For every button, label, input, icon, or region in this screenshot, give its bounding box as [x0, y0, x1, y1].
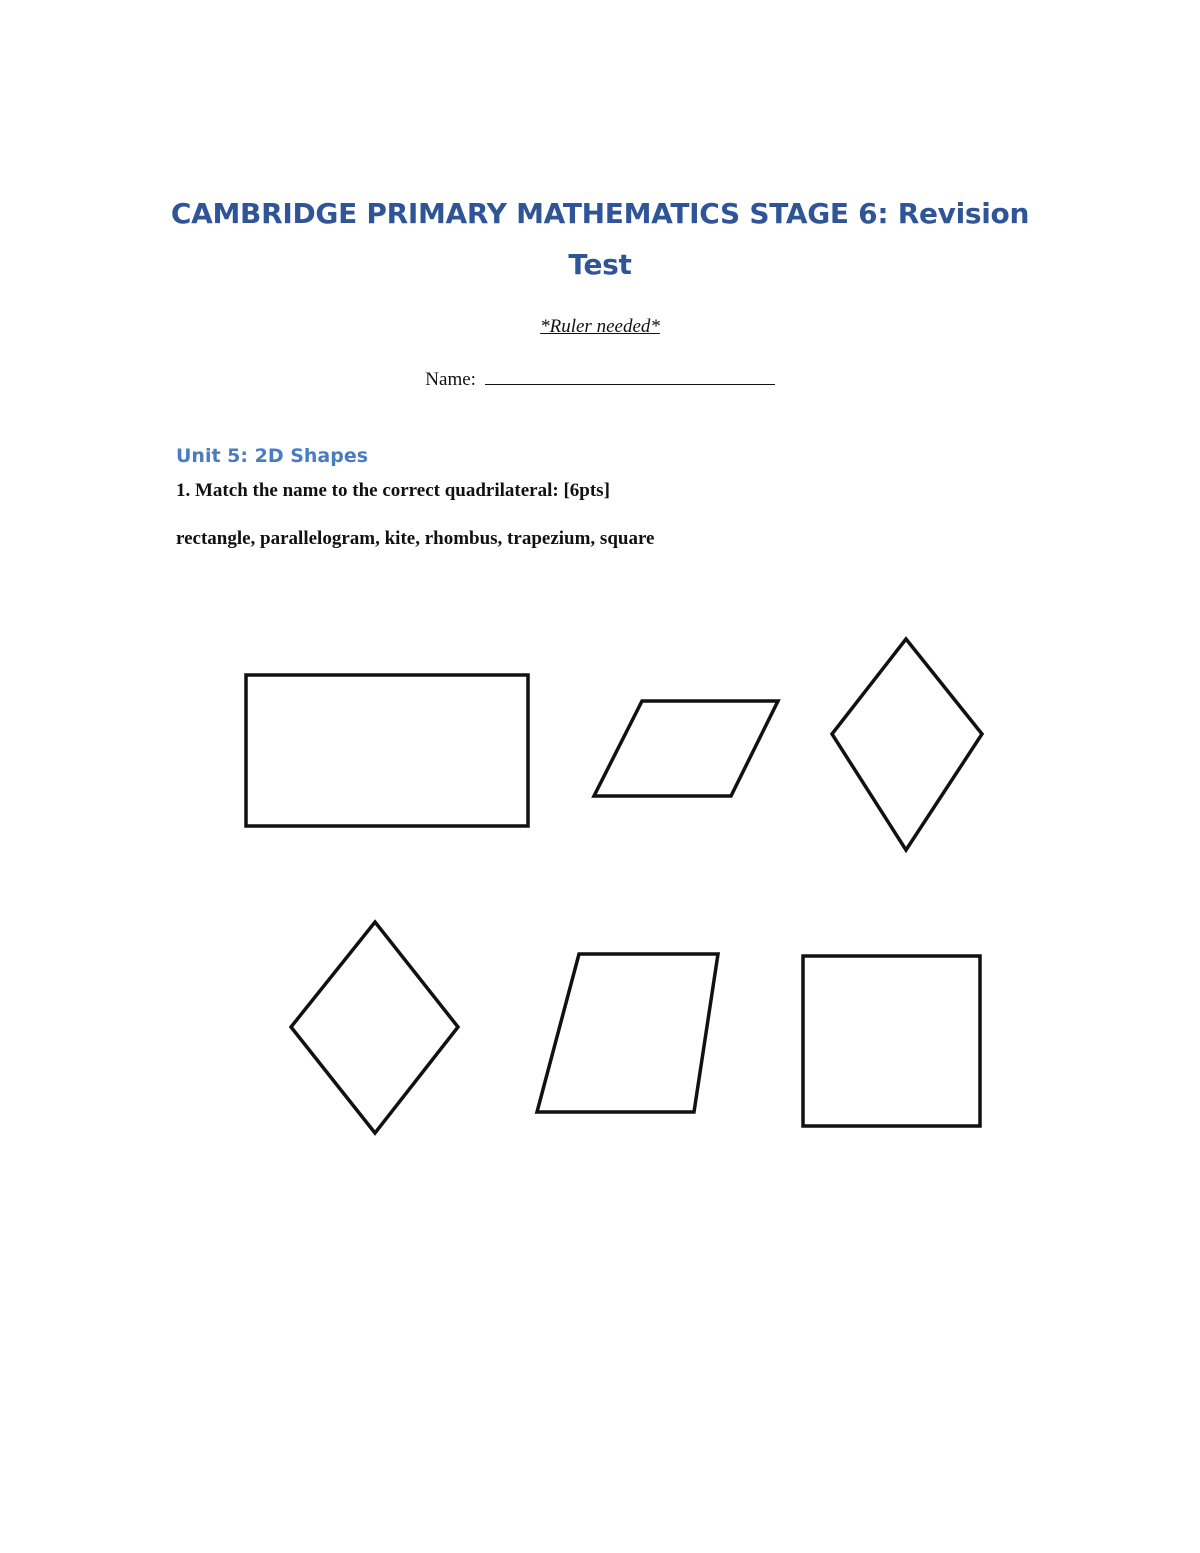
name-blank-line[interactable]	[485, 366, 775, 385]
rhombus-shape-top-right	[832, 639, 982, 850]
name-label: Name:	[425, 369, 476, 390]
square-shape	[803, 956, 980, 1126]
slanted-parallelogram-shape	[537, 954, 718, 1112]
title-line-2: Test	[568, 248, 632, 281]
unit-heading: Unit 5: 2D Shapes	[176, 445, 369, 467]
ruler-note: *Ruler needed*	[540, 316, 660, 337]
name-field-row	[0, 366, 1200, 391]
rhombus-shape-bottom-left	[291, 922, 458, 1133]
parallelogram-shape	[594, 701, 778, 796]
title-line-1: CAMBRIDGE PRIMARY MATHEMATICS STAGE 6: Revision	[170, 197, 1030, 230]
page-title	[150, 188, 1050, 290]
question-1: 1. Match the name to the correct quadrilateral: [6pts]	[176, 480, 610, 501]
shape-name-options: rectangle, parallelogram, kite, rhombus, trapezium, square	[176, 528, 655, 549]
rectangle-shape	[246, 675, 528, 826]
